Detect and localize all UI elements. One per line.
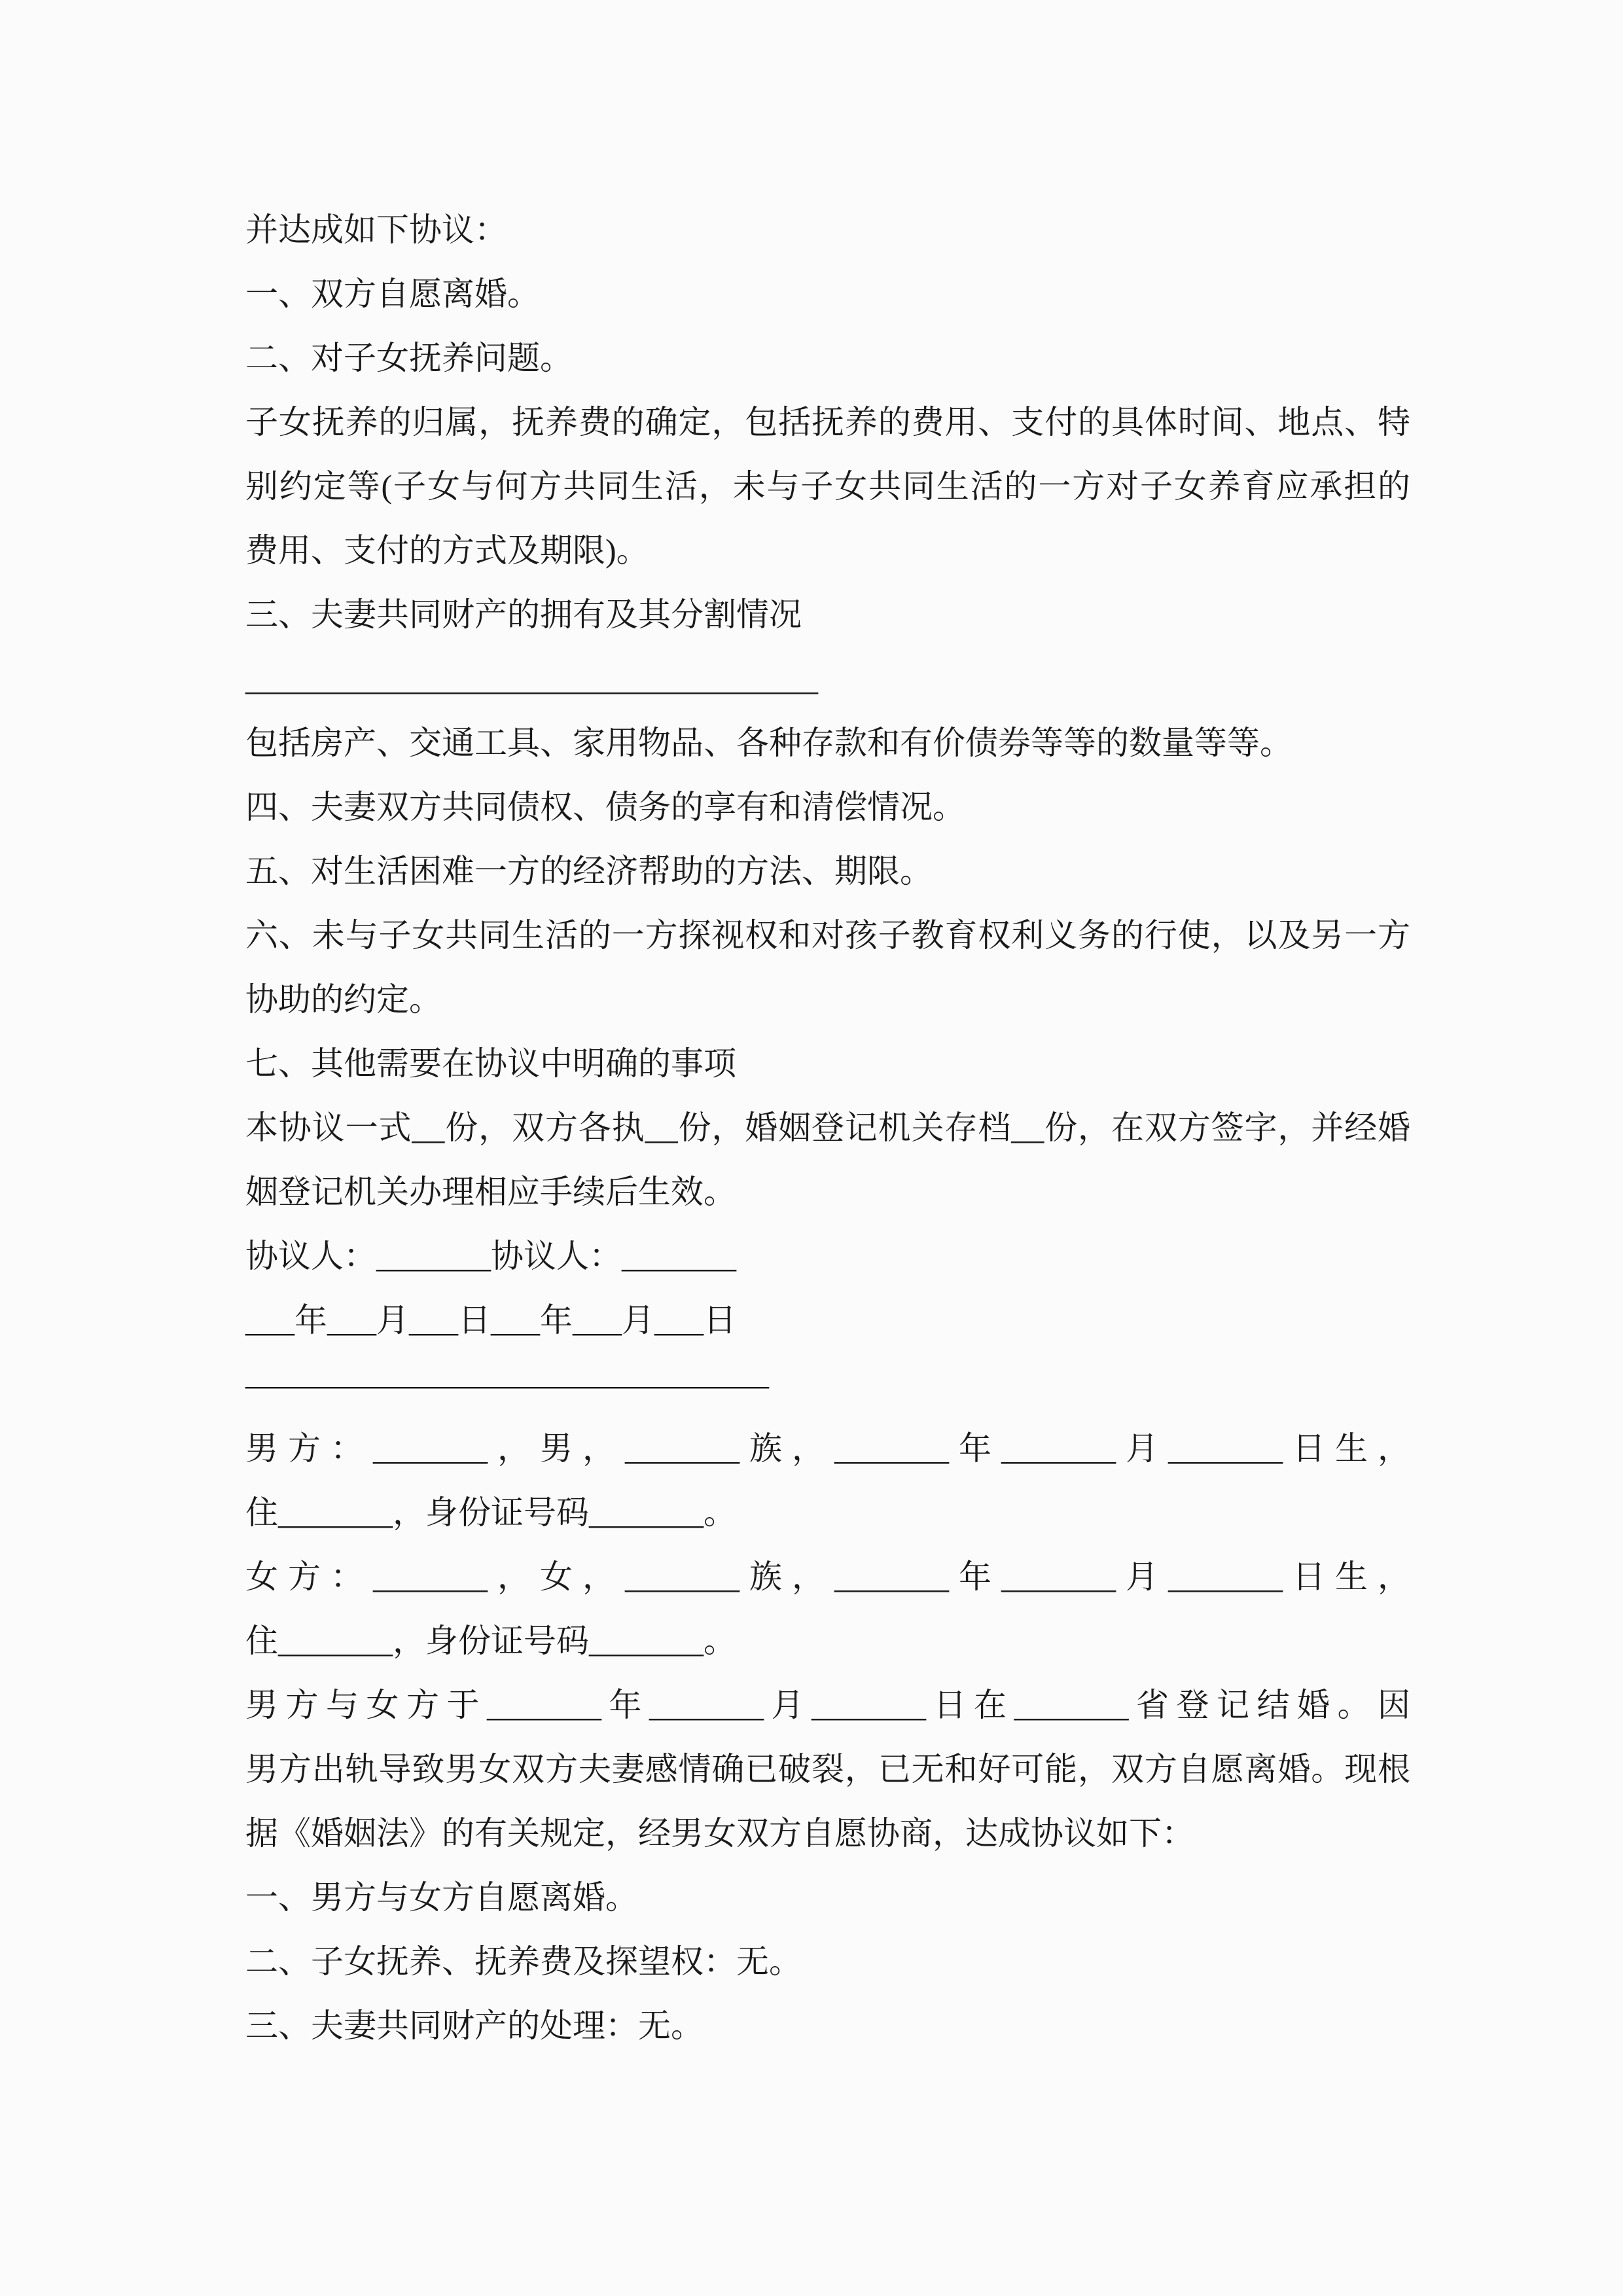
wife-info-line-1: 女方：_______，女，_______族，_______年_______月_______日生， — [245, 1558, 1410, 1595]
agreement-1-line: 一、男方与女方自愿离婚。 — [245, 1879, 638, 1916]
agreement-2-line: 二、子女抚养、抚养费及探望权：无。 — [245, 1943, 802, 1980]
clause-7-line: 七、其他需要在协议中明确的事项 — [245, 1045, 736, 1082]
date-line: ___年___月___日___年___月___日 — [245, 1302, 736, 1338]
agreement-3-line: 三、夫妻共同财产的处理：无。 — [245, 2007, 704, 2044]
copies-line-1: 本协议一式__份，双方各执__份，婚姻登记机关存档__份，在双方签字，并经婚 — [245, 1109, 1410, 1146]
clause-6-line-1: 六、未与子女共同生活的一方探视权和对孩子教育权利义务的行使，以及另一方 — [245, 917, 1410, 954]
husband-info-line-2: 住_______，身份证号码_______。 — [245, 1494, 736, 1531]
marriage-line-3: 据《婚姻法》的有关规定，经男女双方自愿协商，达成协议如下： — [245, 1815, 1194, 1852]
clause-2-line: 二、对子女抚养问题。 — [245, 340, 573, 376]
wife-info-line-2: 住_______，身份证号码_______。 — [245, 1623, 736, 1659]
dash-divider: ———————————————— — [245, 1366, 769, 1403]
clause-6-line-2: 协助的约定。 — [245, 981, 442, 1018]
clause-3-line: 三、夫妻共同财产的拥有及其分割情况 — [245, 596, 802, 633]
intro-line: 并达成如下协议： — [245, 211, 507, 248]
clause-5-line: 五、对生活困难一方的经济帮助的方法、期限。 — [245, 853, 933, 889]
blank-underline: ___________________________________ — [245, 660, 818, 697]
clause-4-line: 四、夫妻双方共同债权、债务的享有和清偿情况。 — [245, 789, 965, 825]
clause-1-line: 一、双方自愿离婚。 — [245, 276, 540, 312]
clause-2-detail-line-3: 费用、支付的方式及期限)。 — [245, 532, 649, 569]
signer-line: 协议人：_______协议人：_______ — [245, 1238, 736, 1274]
marriage-line-2: 男方出轨导致男女双方夫妻感情确已破裂，已无和好可能，双方自愿离婚。现根 — [245, 1751, 1410, 1787]
marriage-line-1: 男方与女方于_______年_______月_______日在_______省登记结婚。因 — [245, 1687, 1410, 1723]
clause-2-detail-line-2: 别约定等(子女与何方共同生活，未与子女共同生活的一方对子女养育应承担的 — [245, 468, 1410, 505]
clause-3-detail-line: 包括房产、交通工具、家用物品、各种存款和有价债券等等的数量等等。 — [245, 725, 1293, 761]
clause-2-detail-line-1: 子女抚养的归属，抚养费的确定，包括抚养的费用、支付的具体时间、地点、特 — [245, 404, 1410, 440]
copies-line-2: 姻登记机关办理相应手续后生效。 — [245, 1174, 736, 1210]
husband-info-line-1: 男方：_______，男，_______族，_______年_______月_______日生， — [245, 1430, 1410, 1467]
